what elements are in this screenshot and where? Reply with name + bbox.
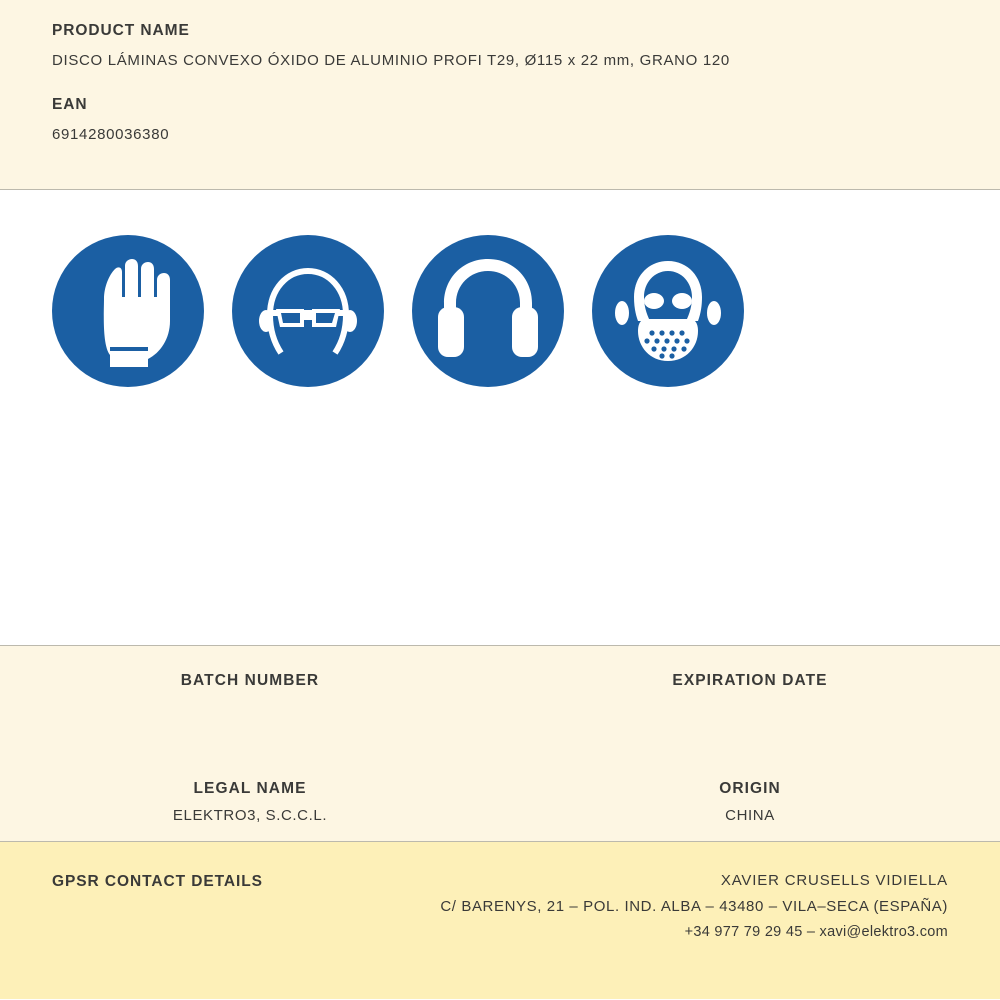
gpsr-contact-person: XAVIER CRUSELLS VIDIELLA: [720, 872, 948, 889]
header-spacer: [52, 69, 948, 96]
pictogram-row: [0, 190, 1000, 645]
legal-name-label: LEGAL NAME: [193, 779, 307, 797]
wear-protective-gloves-icon: [52, 235, 204, 387]
legal-name-value: ELEKTRO3, S.C.C.L.: [172, 807, 328, 825]
gpsr-footer: [0, 842, 1000, 999]
origin-label: ORIGIN: [719, 779, 781, 797]
gpsr-contact-label: GPSR CONTACT DETAILS: [52, 873, 263, 890]
gpsr-contact-block: [440, 872, 948, 940]
gpsr-contact-phone-email: +34 977 79 29 45 – xavi@elektro3.com: [684, 924, 948, 940]
expiration-date-label: EXPIRATION DATE: [672, 672, 828, 689]
origin-cell: [500, 780, 1000, 826]
info-band-spacer: [0, 718, 1000, 780]
product-header: [0, 0, 1000, 190]
ean-value: 6914280036380: [52, 126, 170, 143]
origin-value: CHINA: [725, 807, 775, 825]
ean-label: EAN: [52, 96, 88, 113]
expiration-date-value: [520, 700, 980, 718]
legal-origin-row: [0, 780, 1000, 826]
batch-expiration-row: [0, 672, 1000, 718]
batch-origin-band: [0, 645, 1000, 842]
wear-ear-protection-icon: [412, 235, 564, 387]
wear-eye-protection-icon: [232, 235, 384, 387]
expiration-date-cell: [500, 672, 1000, 718]
batch-number-label: BATCH NUMBER: [180, 672, 320, 689]
product-name-value: DISCO LÁMINAS CONVEXO ÓXIDO DE ALUMINIO PROFI T29, Ø115 x 22 mm, GRANO 120: [52, 52, 730, 69]
legal-name-cell: [0, 780, 500, 826]
wear-respiratory-protection-icon: [592, 235, 744, 387]
batch-number-cell: [0, 672, 500, 718]
product-name-label: PRODUCT NAME: [52, 22, 190, 39]
gpsr-contact-address: C/ BARENYS, 21 – POL. IND. ALBA – 43480 – VILA–SECA (ESPAÑA): [440, 898, 948, 915]
batch-number-value: [20, 700, 480, 718]
